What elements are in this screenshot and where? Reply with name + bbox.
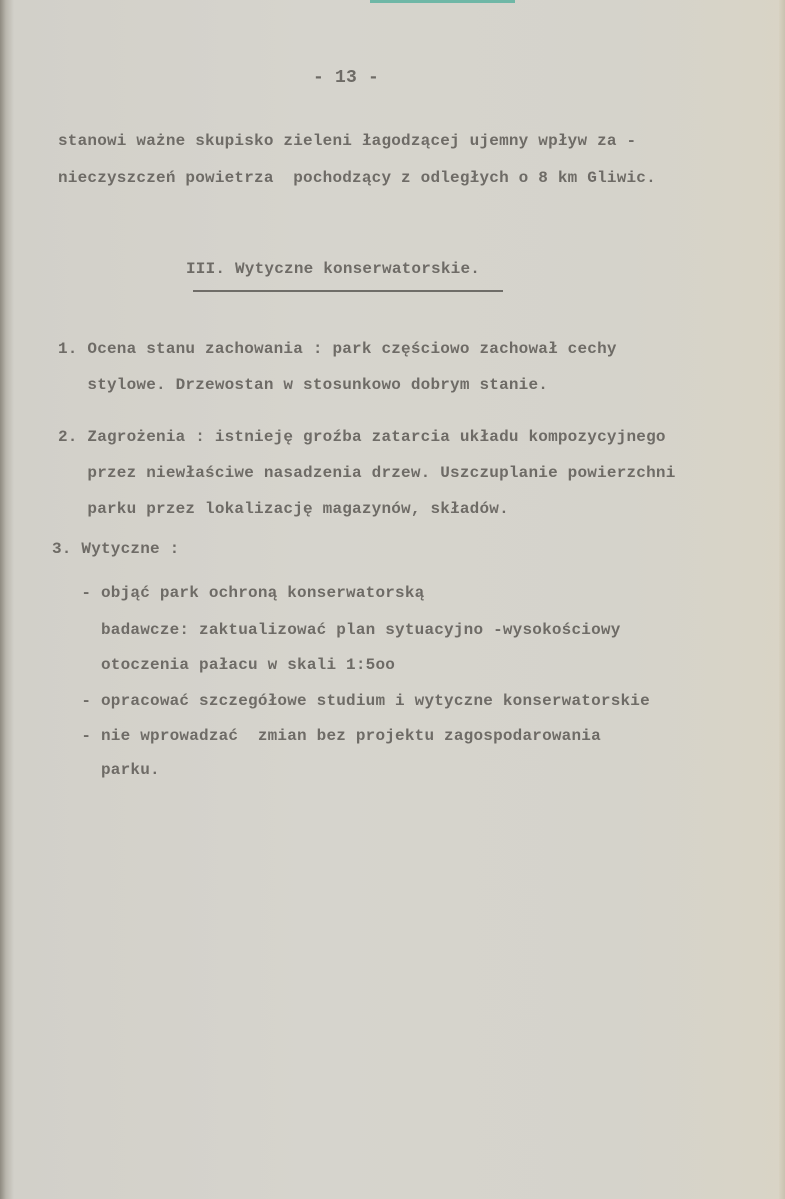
scan-tab-strip xyxy=(370,0,515,3)
page-edge xyxy=(779,0,785,1199)
item-1-line: stylowe. Drzewostan w stosunkowo dobrym stanie. xyxy=(58,376,549,394)
item-3-line: 3. Wytyczne : xyxy=(52,540,180,558)
item-2-line: 2. Zagrożenia : istnieję groźba zatarcia układu kompozycyjnego xyxy=(58,428,666,446)
item-1-line: 1. Ocena stanu zachowania : park częściowo zachował cechy xyxy=(58,340,617,358)
item-2-line: parku przez lokalizację magazynów, składów. xyxy=(58,500,509,518)
item-3-line: otoczenia pałacu w skali 1:5oo xyxy=(52,656,396,674)
item-3-line: - nie wprowadzać zmian bez projektu zagospodarowania xyxy=(52,727,601,745)
section-heading: III. Wytyczne konserwatorskie. xyxy=(186,260,481,278)
intro-line: stanowi ważne skupisko zieleni łagodzącej ujemny wpływ za - xyxy=(58,132,637,150)
item-2-line: przez niewłaściwe nasadzenia drzew. Uszczuplanie powierzchni xyxy=(58,464,676,482)
item-3-line: - objąć park ochroną konserwatorską xyxy=(52,584,425,602)
heading-underline xyxy=(193,290,503,292)
item-3-line: - opracować szczegółowe studium i wytyczne konserwatorskie xyxy=(52,692,650,710)
page-number: - 13 - xyxy=(313,68,380,88)
item-3-line: parku. xyxy=(52,761,160,779)
item-3-line: badawcze: zaktualizować plan sytuacyjno -wysokościowy xyxy=(52,621,621,639)
intro-line: nieczyszczeń powietrza pochodzący z odległych o 8 km Gliwic. xyxy=(58,169,656,187)
